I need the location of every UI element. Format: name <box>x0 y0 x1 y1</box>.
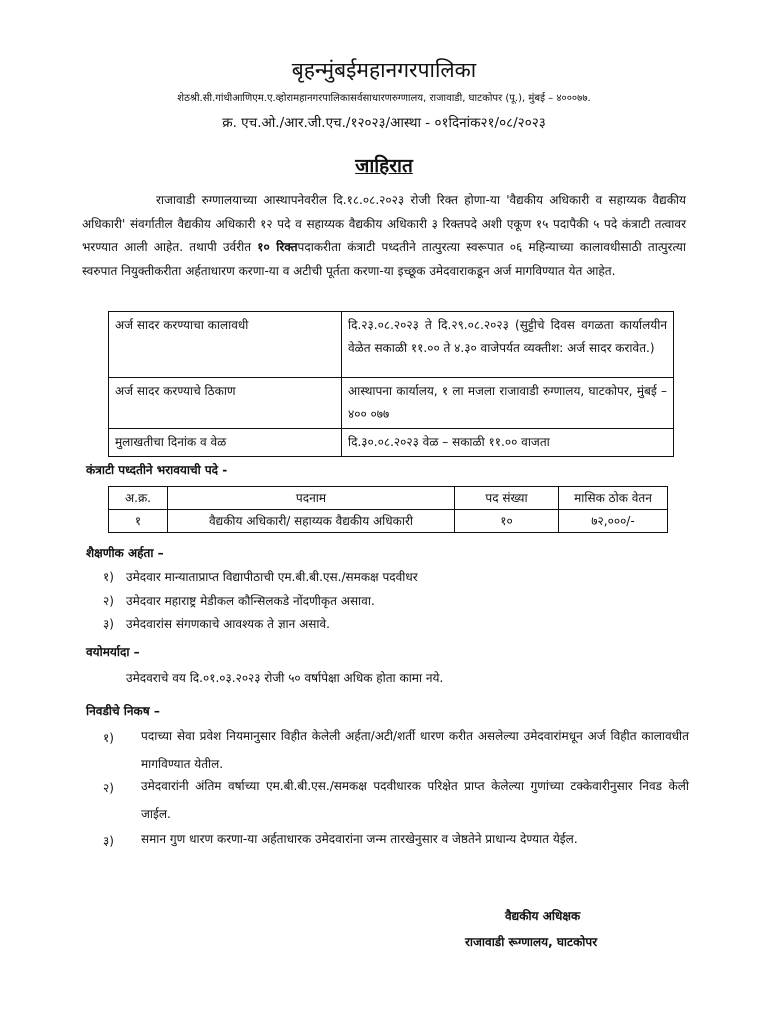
list-number: ३) <box>103 617 114 631</box>
table-row <box>109 312 674 378</box>
qualification-title: शैक्षणीक अर्हता – <box>86 546 164 560</box>
table-cell: १० <box>455 510 559 533</box>
column-header: पदनाम <box>168 487 455 510</box>
hospital-address: शेठश्री.सी.गांधीआणिएम.ए.व्होरामहानगरपालिकासर्वसाधारणरुग्णालय, राजावाडी, घाटकोपर (पू.), मुंबई – ४०००७७. <box>177 93 591 104</box>
intro-bold-vacancies: १० रिक्त <box>257 240 298 254</box>
table-row <box>109 429 674 457</box>
list-number: ३) <box>103 834 114 848</box>
list-number: २) <box>103 781 114 795</box>
signatory-office: राजावाडी रूग्णालय, घाटकोपर <box>465 935 598 949</box>
column-header: अ.क्र. <box>109 487 168 510</box>
table-row <box>109 510 668 533</box>
info-label: अर्ज सादर करण्याचे ठिकाण <box>109 378 342 429</box>
age-limit-text: उमेदवराचे वय दि.०१.०३.२०२३ रोजी ५० वर्षापेक्षा अधिक होता कामा नये. <box>126 671 444 685</box>
list-item: उमेदवारांस संगणकाचे आवश्यक ते ज्ञान असावे. <box>126 617 330 631</box>
info-value: दि.२३.०८.२०२३ ते दि.२९.०८.२०२३ (सुट्टीचे दिवस वगळता कार्यालयीन वेळेत सकाळी ११.०० ते ४.३० वाजेपर्यत व्यक्तीश: अर्ज सादर करावेत.) <box>342 312 674 378</box>
info-value: दि.३०.०८.२०२३ वेळ – सकाळी ११.०० वाजता <box>342 429 674 457</box>
advertisement-heading: जाहिरात <box>355 155 413 177</box>
application-info-table <box>108 311 674 457</box>
intro-text-2: पदाकरीता कंत्राटी पध्दतीने तात्पुरत्या स्वरूपात ०६ महिन्याच्या कालावधीसाठी तात्पुरत्या स्वरुपात नियुक्तीकरीता अर्हताधारण करणा-या व अटीची पूर्तता करणा-या इच्छूक उमेदवाराकडून अर्ज मागविण्यात येत आहेत. <box>82 240 686 278</box>
list-number: १) <box>103 731 114 745</box>
selection-criteria-title: निवडीचे निकष – <box>86 704 160 718</box>
table-header-row <box>109 487 668 510</box>
age-limit-title: वयोमर्यादा – <box>86 645 140 659</box>
table-row <box>109 378 674 429</box>
list-item: समान गुण धारण करणा-या अर्हताधारक उमेदवारांना जन्म तारखेनुसार व जेष्ठतेने प्राधान्य देण्यात येईल. <box>141 832 578 846</box>
column-header: पद संख्या <box>455 487 559 510</box>
table-cell: १ <box>109 510 168 533</box>
info-label: अर्ज सादर करण्याचा कालावधी <box>109 312 342 378</box>
info-label: मुलाखतीचा दिनांक व वेळ <box>109 429 342 457</box>
list-number: १) <box>103 570 114 584</box>
list-item: उमेदवार मान्याताप्राप्त विद्यापीठाची एम.बी.बी.एस./समकक्ष पदवीधर <box>126 570 418 584</box>
signatory-designation: वैद्यकीय अधिक्षक <box>505 909 581 923</box>
table-cell: वैद्यकीय अधिकारी/ सहाय्यक वैद्यकीय अधिकारी <box>168 510 455 533</box>
posts-table <box>108 486 668 533</box>
list-item: उमेदवारांनी अंतिम वर्षाच्या एम.बी.बी.एस./समकक्ष पदवीधारक परिक्षेत प्राप्त केलेल्या गुणांच्या टक्केवारीनुसार निवड केली जाईल. <box>141 779 689 821</box>
reference-number: क्र. एच.ओ./आर.जी.एच./१२०२३/आस्था - ०१दिनांक२१/०८/२०२३ <box>222 115 546 131</box>
table-cell: ७२,०००/- <box>559 510 668 533</box>
posts-section-title: कंत्राटी पध्दतीने भरावयाची पदे - <box>86 463 228 477</box>
list-item: उमेदवार महाराष्ट्र मेडीकल कौन्सिलकडे नोंदणीकृत असावा. <box>126 594 375 608</box>
org-title: बृहन्मुंबईमहानगरपालिका <box>291 58 477 82</box>
intro-text-1: राजावाडी रुग्णालयाच्या आस्थापनेवरील दि.१८.०८.२०२३ रोजी रिक्त होणा-या 'वैद्यकीय अधिकारी व सहाय्यक वैद्यकीय अधिकारी' संवर्गातील वैद्यकीय अधिकारी १२ पदे व सहाय्यक वैद्यकीय अधिकारी ३ रिक्तपदे अशी एकूण १५ पदापैकी ५ पदे कंत्राटी तत्वावर भरण्यात आली आहेत. तथापी उर्वरीत <box>82 193 686 254</box>
info-value: आस्थापना कार्यालय, १ ला मजला राजावाडी रुग्णालय, घाटकोपर, मुंबई – ४०० ०७७ <box>342 378 674 429</box>
intro-paragraph <box>82 189 686 283</box>
list-number: २) <box>103 594 114 608</box>
list-item: पदाच्या सेवा प्रवेश नियमानुसार विहीत केलेली अर्हता/अटी/शर्ती धारण करीत असलेल्या उमेदवारांमधून अर्ज विहीत कालावधीत मागविण्यात येतील. <box>141 729 689 771</box>
column-header: मासिक ठोक वेतन <box>559 487 668 510</box>
